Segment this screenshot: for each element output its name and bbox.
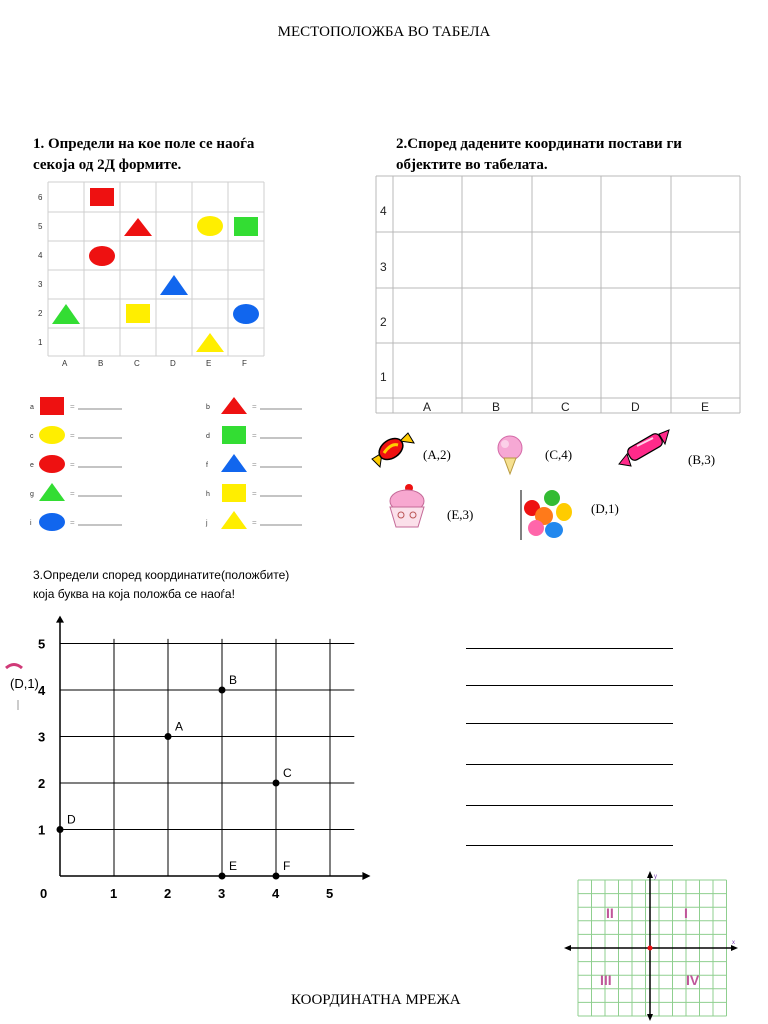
legend-eq: =	[70, 460, 75, 469]
t2-item-gumdrops-coord: (D,1)	[591, 501, 619, 516]
t2-row-3: 3	[380, 260, 387, 274]
quadrant-label-IV: IV	[686, 972, 700, 988]
y-tick-label: 2	[38, 776, 46, 791]
red-triangle-shape	[124, 218, 152, 236]
t2-item-candy-coord: (A,2)	[423, 447, 451, 462]
legend-green-square	[222, 426, 246, 444]
t2-col-e: E	[701, 400, 710, 414]
legend-red-triangle	[221, 397, 247, 414]
legend-letter-f: f	[206, 462, 208, 469]
t2-col-c: C	[561, 400, 570, 414]
legend-eq: =	[70, 518, 75, 527]
answer-line-4[interactable]	[466, 764, 673, 765]
legend-letter-g: g	[30, 491, 34, 498]
task3-line1: 3.Определи според координатите(положбите)	[33, 568, 290, 582]
green-square-shape	[234, 217, 258, 236]
task2-line2: објектите во табелата.	[396, 157, 548, 173]
point-label-a: A	[175, 719, 184, 734]
x-tick-label: 4	[272, 886, 280, 901]
pink-candy-fragment-icon	[6, 665, 22, 669]
point-d	[57, 826, 64, 833]
legend-eq: =	[252, 460, 257, 469]
pink-candy-icon	[615, 424, 673, 470]
legend-blue-circle	[39, 513, 65, 531]
point-e	[219, 873, 226, 880]
t2-item-cupcake-coord: (E,3)	[447, 507, 474, 522]
row-label-1: 1	[38, 338, 43, 347]
legend-letter-b: b	[206, 404, 210, 411]
task3-coordinate-chart	[28, 610, 373, 906]
page-title: МЕСТОПОЛОЖБА ВО ТАБЕЛА	[277, 24, 491, 40]
legend-red-circle	[39, 455, 65, 473]
task1-line2: секоја од 2Д формите.	[33, 157, 182, 173]
task1-line1: 1. Определи на кое поле се наоѓа	[33, 136, 255, 152]
t2-row-2: 2	[380, 315, 387, 329]
yellow-triangle-shape	[196, 333, 224, 352]
gumdrops-icon	[518, 488, 578, 542]
legend-eq: =	[70, 431, 75, 440]
answer-line-6[interactable]	[466, 845, 673, 846]
quadrant-label-I: I	[684, 905, 688, 921]
x-tick-label: 0	[40, 886, 48, 901]
col-label-b: B	[98, 359, 104, 368]
quadrant-label-III: III	[600, 972, 612, 988]
task2-grid	[370, 172, 746, 418]
t2-col-d: D	[631, 400, 640, 414]
x-tick-label: 1	[110, 886, 118, 901]
green-triangle-shape	[52, 304, 80, 324]
red-square-shape	[90, 188, 114, 206]
task3-line2: која буква на која положба се наоѓа!	[33, 587, 235, 601]
y-axis-arrow	[56, 616, 64, 623]
y-tick-label: 4	[38, 683, 46, 698]
col-label-c: C	[134, 359, 140, 368]
legend-eq: =	[252, 489, 257, 498]
row-label-3: 3	[38, 280, 43, 289]
row-label-2: 2	[38, 309, 43, 318]
y-tick-label: 5	[38, 636, 46, 652]
task1-heading	[33, 134, 254, 176]
point-label-c: C	[283, 766, 292, 780]
col-label-d: D	[170, 359, 176, 368]
point-label-f: F	[283, 859, 291, 873]
x-tick-label: 5	[326, 886, 334, 901]
y-tick-label: 1	[38, 822, 46, 838]
cotton-candy-icon	[492, 430, 532, 478]
axis-x-label: x	[732, 940, 735, 946]
point-c	[273, 780, 280, 787]
legend-letter-j: j	[206, 520, 208, 527]
legend-yellow-square	[222, 484, 246, 502]
x-tick-label: 2	[164, 886, 172, 901]
answer-line-5[interactable]	[466, 805, 673, 806]
legend-letter-d: d	[206, 433, 210, 440]
answer-line-3[interactable]	[466, 723, 673, 724]
legend-eq: =	[252, 402, 257, 411]
legend-letter-h: h	[206, 491, 210, 498]
point-f	[273, 873, 280, 880]
t2-item-cotton-candy-coord: (C,4)	[545, 447, 573, 462]
point-b	[219, 687, 226, 694]
legend-eq: =	[70, 489, 75, 498]
legend-letter-i: i	[30, 520, 32, 527]
blue-circle-shape	[233, 304, 259, 324]
t2-row-4: 4	[380, 204, 387, 218]
candy-icon	[368, 423, 420, 473]
col-label-f: F	[242, 359, 247, 368]
legend-yellow-triangle	[221, 511, 247, 529]
legend-blue-triangle	[221, 454, 247, 472]
legend-eq: =	[252, 431, 257, 440]
point-label-d: D	[67, 812, 76, 827]
row-label-6: 6	[38, 193, 43, 202]
legend-green-triangle	[39, 483, 65, 501]
t2-col-a: A	[423, 400, 432, 414]
t2-item-pink-candy-coord: (B,3)	[688, 452, 716, 467]
row-label-5: 5	[38, 222, 43, 231]
legend-yellow-circle	[39, 426, 65, 444]
answer-line-1[interactable]	[466, 648, 673, 649]
quadrant-label-II: II	[606, 905, 614, 921]
point-label-b: B	[229, 673, 238, 687]
y-tick-label: 3	[38, 729, 46, 745]
task2-line1: 2.Според дадените координати постави ги	[396, 136, 682, 152]
answer-line-2[interactable]	[466, 685, 673, 686]
yellow-square-shape	[126, 304, 150, 323]
col-label-e: E	[206, 359, 212, 368]
x-axis-arrow	[362, 872, 370, 880]
footer-title: КООРДИНАТНА МРЕЖА	[291, 992, 461, 1008]
task2-heading	[396, 134, 682, 176]
legend-eq: =	[70, 402, 75, 411]
t2-col-b: B	[492, 400, 501, 414]
point-a	[165, 733, 172, 740]
t2-row-1: 1	[380, 370, 387, 384]
yellow-circle-shape	[197, 216, 223, 236]
cupcake-icon	[382, 481, 432, 533]
blue-triangle-shape	[160, 275, 188, 295]
point-label-e: E	[229, 859, 238, 873]
task1-shape-grid	[28, 180, 273, 370]
task1-legend	[28, 394, 318, 534]
row-label-4: 4	[38, 251, 43, 260]
red-circle-shape	[89, 246, 115, 266]
axis-y-label: y	[654, 874, 657, 880]
legend-letter-a: a	[30, 404, 34, 411]
col-label-a: A	[62, 359, 68, 368]
quadrant-diagram	[562, 870, 742, 1022]
legend-red-square	[40, 397, 64, 415]
legend-letter-e: e	[30, 462, 34, 469]
legend-eq: =	[252, 518, 257, 527]
legend-letter-c: c	[30, 433, 34, 440]
x-tick-label: 3	[218, 886, 226, 901]
side-tag-label: (D,1)	[10, 676, 39, 691]
task3-heading	[33, 566, 289, 604]
